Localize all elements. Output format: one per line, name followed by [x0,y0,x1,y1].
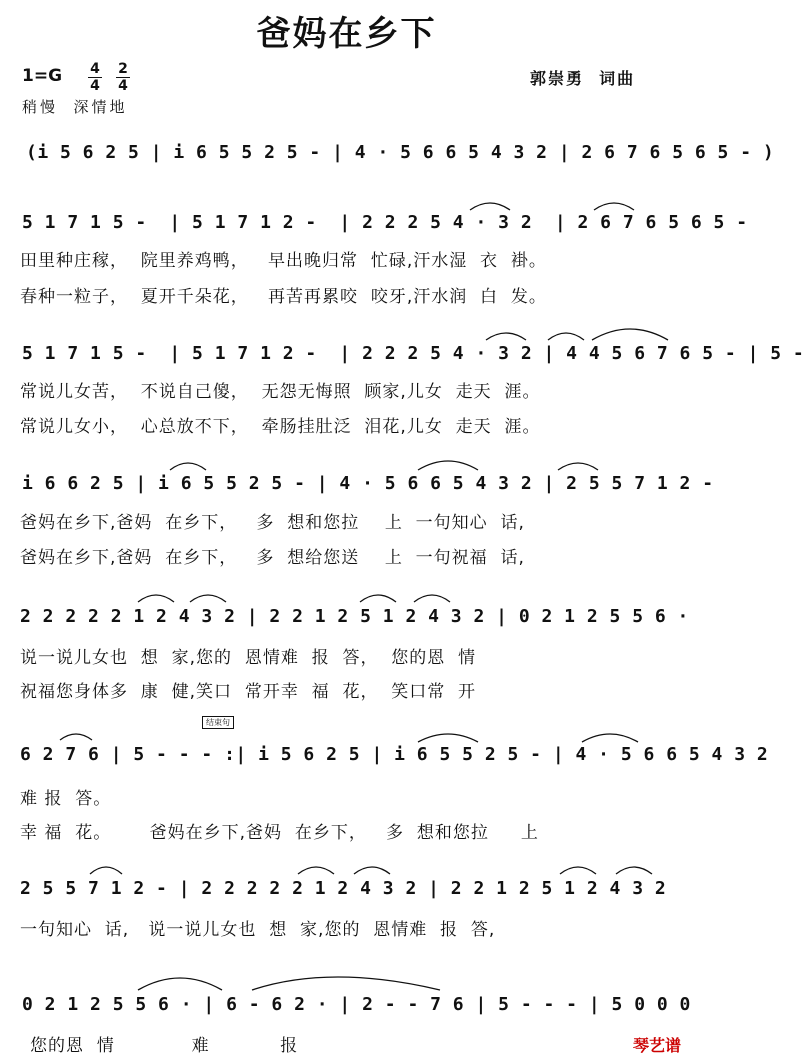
slur [298,867,334,874]
slur [592,329,668,340]
lyric-line: 幸 福 花。 爸妈在乡下,爸妈 在乡下， 多 想和您拉 上 [20,823,539,843]
slur [138,978,222,990]
notation-line-8: 0 2 1 2 5 5 6 · | 6 - 6 2 · | 2 - - 7 6 | 5 - - - | 5 0 0 0 [22,994,691,1015]
lyric-line: 春种一粒子， 夏开千朵花， 再苦再累咬 咬牙,汗水润 白 发。 [20,287,547,307]
lyric-line: 爸妈在乡下,爸妈 在乡下， 多 想给您送 上 一句祝福 话, [20,548,525,568]
slur [560,867,596,874]
lyric-line: 田里种庄稼， 院里养鸡鸭， 早出晚归常 忙碌,汗水湿 衣 褂。 [20,251,547,271]
slur [594,203,634,210]
slur [360,595,396,602]
slur [354,867,390,874]
slur [170,463,206,470]
slur [252,977,440,990]
lyric-line: 难 报 答。 [20,789,112,809]
slur [190,595,226,602]
key-signature: 1=G [22,66,63,86]
time-signature-2-4 [116,62,130,93]
slur [418,734,478,742]
slur [418,461,478,470]
ending-annotation: 结束句 [202,716,234,729]
notation-line-4: i 6 6 2 5 | i 6 5 5 2 5 - | 4 · 5 6 6 5 4 3 2 | 2 5 5 7 1 2 - [22,473,714,494]
slur [414,595,450,602]
slur [60,734,92,740]
notation-line-6: 6 2 7 6 | 5 - - - :| i 5 6 2 5 | i 6 5 5 2 5 - | 4 · 5 6 6 5 4 3 2 [20,744,769,765]
slur [486,333,526,340]
lyric-line: 说一说儿女也 想 家,您的 恩情难 报 答， 您的恩 情 [20,648,477,668]
lyric-line: 常说儿女小， 心总放不下， 牵肠挂肚泛 泪花,儿女 走天 涯。 [20,417,541,437]
ts-denominator: 4 [118,78,128,94]
slur [138,595,174,602]
tempo-marking: 稍慢 深情地 [22,98,128,116]
lyric-line: 常说儿女苦， 不说自己傻， 无怨无悔照 顾家,儿女 走天 涯。 [20,382,541,402]
slur [90,867,122,874]
slur [582,734,638,742]
ts-numerator: 2 [118,61,128,77]
notation-line-3: 5 1 7 1 5 - | 5 1 7 1 2 - | 2 2 2 5 4 · 3 2 | 4 4 5 6 7 6 5 - | 5 - [22,343,804,364]
lyric-line: 祝福您身体多 康 健,笑口 常开幸 福 花， 笑口常 开 [20,682,477,702]
lyric-line: 您的恩 情 难 报 [30,1036,299,1056]
slur [548,333,584,340]
slur [558,463,598,470]
ts-numerator: 4 [90,61,100,77]
lyric-line: 一句知心 话, 说一说儿女也 想 家,您的 恩情难 报 答, [20,920,496,940]
slur [470,203,510,210]
time-signature-4-4 [88,62,102,93]
lyric-line: 爸妈在乡下,爸妈 在乡下， 多 想和您拉 上 一句知心 话, [20,513,525,533]
notation-line-1: (i 5 6 2 5 | i 6 5 5 2 5 - | 4 · 5 6 6 5 4 3 2 | 2 6 7 6 5 6 5 - ) [26,142,775,163]
credits: 郭崇勇 词曲 [530,69,636,88]
notation-line-5: 2 2 2 2 2 1 2 4 3 2 | 2 2 1 2 5 1 2 4 3 2 | 0 2 1 2 5 5 6 · [20,606,689,627]
ts-denominator: 4 [90,78,100,94]
song-title: 爸妈在乡下 [256,14,437,54]
site-logo: 琴艺谱 [632,1036,681,1055]
notation-line-2: 5 1 7 1 5 - | 5 1 7 1 2 - | 2 2 2 5 4 · 3 2 | 2 6 7 6 5 6 5 - [22,212,748,233]
slur [616,867,652,874]
notation-line-7: 2 5 5 7 1 2 - | 2 2 2 2 2 1 2 4 3 2 | 2 2 1 2 5 1 2 4 3 2 [20,878,667,899]
